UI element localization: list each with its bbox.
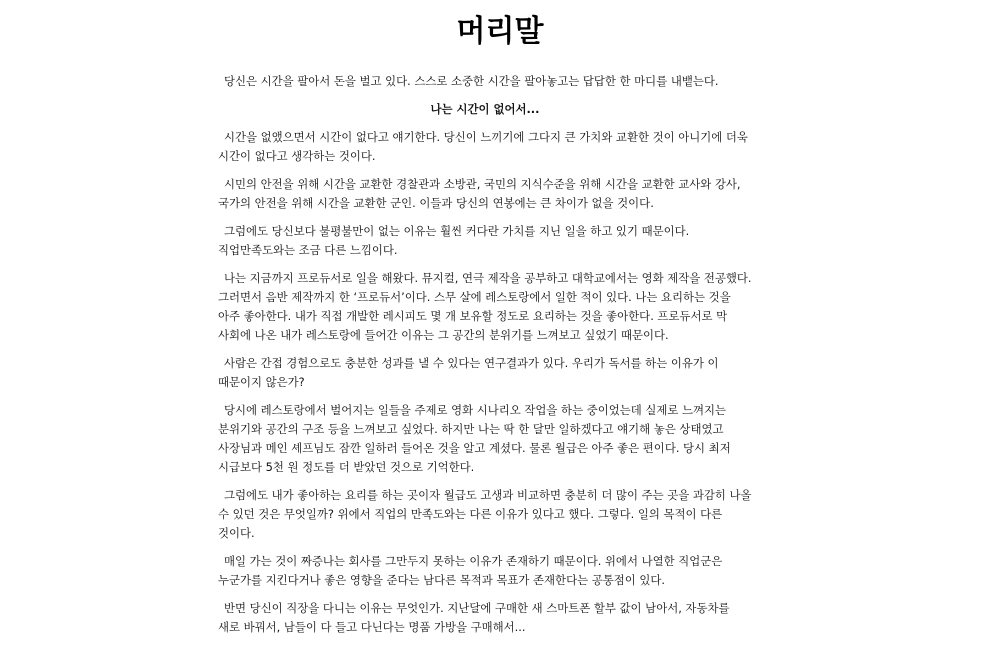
body-paragraph: 매일 가는 것이 짜증나는 회사를 그만두지 못하는 이유가 존재하기 때문이다. 위에서 나열한 직업군은 누군가를 지킨다거나 좋은 영향을 준다는 남다른 목적과 목표가 존재한다는 공통점이 있다.	[218, 554, 723, 587]
paragraph-gap	[218, 91, 752, 100]
paragraph-gap	[218, 213, 752, 222]
page-title: 머리말	[456, 14, 544, 49]
body-paragraph: 당시에 레스토랑에서 벌어지는 일들을 주제로 영화 시나리오 작업을 하는 중이었는데 실제로 느껴지는 분위기와 공간의 구조 등을 느껴보고 싶었다. 하지만 나는 딱 한 달만 일하겠다고 얘기해 놓은 상태였고 사장님과 메인 셰프님도 잠깐 일하러 들어온 것을 알고 계셨다. 물론 월급은 아주 좋은 편이다. 당시 최저 시급보다 5천 원 정도를 더 받았던 것으로 기억한다.	[218, 403, 731, 474]
body-paragraph: 시간을 없앴으면서 시간이 없다고 얘기한다. 당신이 느끼기에 그다지 큰 가치와 교환한 것이 아니기에 더욱 시간이 없다고 생각하는 것이다.	[218, 130, 748, 163]
paragraph-gap	[218, 166, 752, 175]
body-paragraph: 시민의 안전을 위해 시간을 교환한 경찰관과 소방관, 국민의 지식수준을 위해 시간을 교환한 교사와 강사, 국가의 안전을 위해 시간을 교환한 군인. 이들과 당신의 연봉에는 큰 차이가 없을 것이다.	[218, 177, 741, 210]
body-paragraph: 당신은 시간을 팔아서 돈을 벌고 있다. 스스로 소중한 시간을 팔아놓고는 답답한 한 마디를 내뱉는다.	[224, 74, 719, 88]
paragraph-gap	[218, 477, 752, 486]
body-paragraph: 그럼에도 내가 좋아하는 요리를 하는 곳이자 월급도 고생과 비교하면 충분히 더 많이 주는 곳을 과감히 나올 수 있던 것은 무엇일까? 위에서 직업의 만족도와는 다른 이유가 있다고 했다. 그렇다. 일의 목적이 다른 것이다.	[218, 488, 752, 540]
paragraph-gap	[218, 543, 752, 552]
body-paragraph: 사람은 간접 경험으로도 충분한 성과를 낼 수 있다는 연구결과가 있다. 우리가 독서를 하는 이유가 이 때문이지 않은가?	[218, 356, 719, 389]
body-paragraph: 그럼에도 당신보다 불평불만이 없는 이유는 훨씬 커다란 가치를 지닌 일을 하고 있기 때문이다. 직업만족도와는 조금 다른 느낌이다.	[218, 224, 690, 257]
paragraph-gap	[218, 119, 752, 128]
document-body	[218, 72, 752, 637]
paragraph-gap	[218, 260, 752, 269]
paragraph-gap	[218, 345, 752, 354]
paragraph-gap	[218, 392, 752, 401]
body-paragraph: 나는 지금까지 프로듀서로 일을 해왔다. 뮤지컬, 연극 제작을 공부하고 대학교에서는 영화 제작을 전공했다. 그러면서 음반 제작까지 한 ‘프로듀서’이다. 스무 살에 레스토랑에서 일한 적이 있다. 나는 요리하는 것을 아주 좋아한다. 내가 직접 개발한 레시피도 몇 개 보유할 정도로 요리하는 것을 좋아한다. 프로듀서로 막 사회에 나온 내가 레스토랑에 들어간 이유는 그 공간의 분위기를 느껴보고 싶었기 때문이다.	[218, 271, 752, 342]
paragraph-gap	[218, 590, 752, 599]
body-paragraph: 반면 당신이 직장을 다니는 이유는 무엇인가. 지난달에 구매한 새 스마트폰 할부 값이 남아서, 자동차를 새로 바꿔서, 남들이 다 들고 다닌다는 명품 가방을 구매해서...	[218, 601, 730, 634]
emphasis-line: 나는 시간이 없어서...	[430, 102, 540, 116]
